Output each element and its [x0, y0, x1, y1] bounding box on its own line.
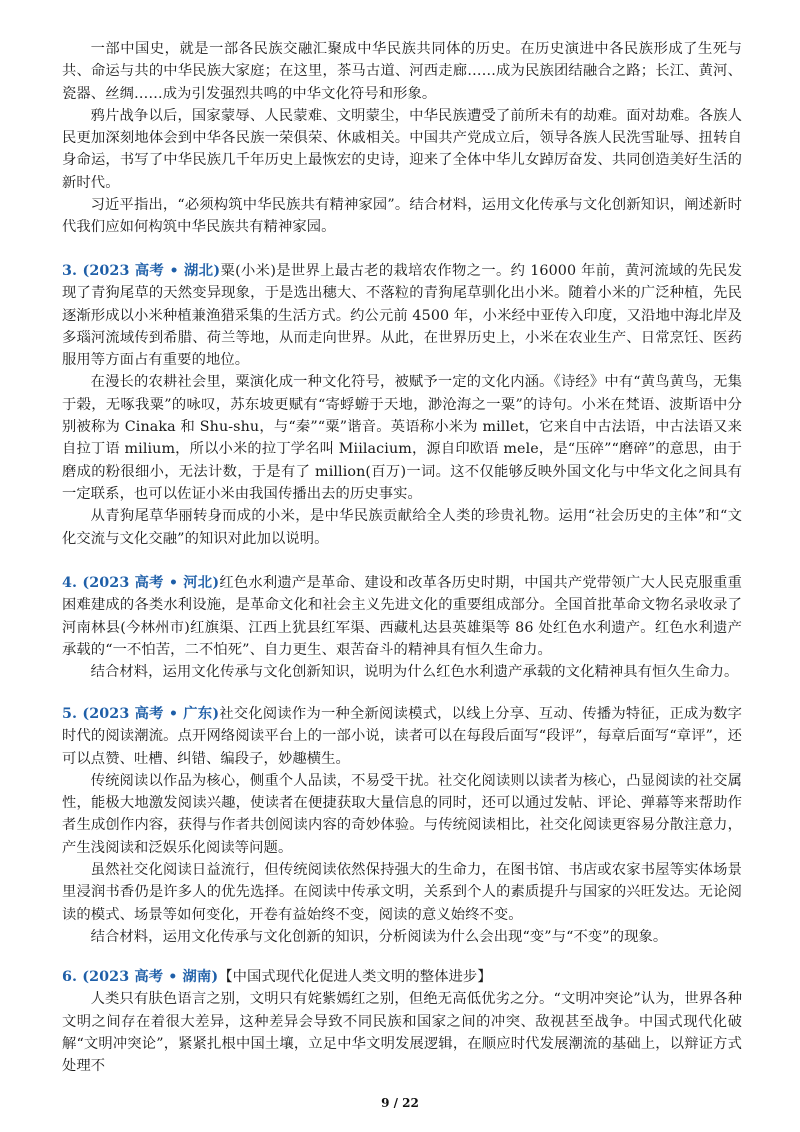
- paragraph: 结合材料，运用文化传承与文化创新的知识，分析阅读为什么会出现“变”与“不变”的现象。: [90, 928, 668, 945]
- paragraph: 在漫长的农耕社会里，粟演化成一种文化符号，被赋予一定的文化内涵。《诗经》中有“黄鸟黄鸟，无集于榖，无啄我粟”的咏叹，苏东坡更赋有“寄蜉蝣于天地，渺沧海之一粟”的诗句。小米在梵语、波斯语中分别被称为 Cinaka 和 Shu-shu，与“秦”“粟”谐音。英语称小米为 millet，它来自中古法语，中古法语又来自拉丁语 milium，所以小米的拉丁学名叫 Miilacium，源自印欧语 mele，是“压碎”“磨碎”的意思，由于磨成的粉很细小，无法计数，于是有了 million(百万)一词。这不仅能够反映外国文化与中华文化之间具有一定联系，也可以佐证小米由我国传播出去的历史事实。: [62, 374, 742, 502]
- paragraph: 从青狗尾草华丽转身而成的小米，是中华民族贡献给全人类的珍贵礼物。运用“社会历史的主体”和“文化交流与文化交融”的知识对此加以说明。: [62, 508, 742, 547]
- question-lead-paragraph: [62, 260, 742, 371]
- question-4: [62, 572, 742, 683]
- page-number: 9 / 22: [381, 1096, 419, 1110]
- question-lead-paragraph: [62, 703, 742, 770]
- question-header: 3. (2023 高考 • 湖北): [62, 263, 221, 279]
- paragraph: 人类只有肤色语言之别，文明只有姹紫嫣红之别，但绝无高低优劣之分。“文明冲突论”认为，世界各种文明之间存在着很大差异，这种差异会导致不同民族和国家之间的冲突、敌视甚至战争。中国式现代化破解“文明冲突论”，紧紧扎根中国土壤，立足中华文明发展逻辑，在顺应时代发展潮流的基础上，以辩证方式处理不: [62, 991, 742, 1075]
- paragraph: 虽然社交化阅读日益流行，但传统阅读依然保持强大的生命力，在图书馆、书店或农家书屋等实体场景里浸润书香仍是许多人的优先选择。在阅读中传承文明，关系到个人的素质提升与国家的兴旺发达。无论阅读的模式、场景等如何变化，开卷有益始终不变，阅读的意义始终不变。: [62, 862, 742, 923]
- question-6: [62, 966, 742, 1077]
- paragraph: 一部中国史，就是一部各民族交融汇聚成中华民族共同体的历史。在历史演进中各民族形成了生死与共、命运与共的中华民族大家庭；在这里，茶马古道、河西走廊……成为民族团结融合之路；长江、黄河、瓷器、丝绸……成为引发强烈共鸣的中华文化符号和形象。: [62, 41, 742, 102]
- intro-section: [62, 38, 742, 239]
- question-header: 4. (2023 高考 • 河北): [62, 575, 220, 591]
- question-lead-text: 粟(小米)是世界上最古老的栽培农作物之一。约 16000 年前，黄河流域的先民发现了青狗尾草的天然变异现象，于是选出穗大、不落粒的青狗尾草驯化出小米。随着小米的广泛种植，先民逐渐形成以小米种植兼渔猎采集的生活方式。约公元前 4500 年，小米经中亚传入印度，又沿地中海北岸及多瑙河流域传到希腊、荷兰等地，从而走向世界。从此，在世界历史上，小米在农业生产、日常烹饪、医药服用等方面占有重要的地位。: [62, 263, 742, 369]
- paragraph: 习近平指出，“必须构筑中华民族共有精神家园”。结合材料，运用文化传承与文化创新知识，阐述新时代我们应如何构筑中华民族共有精神家园。: [62, 197, 742, 236]
- question-lead-text: 【中国式现代化促进人类文明的整体进步】: [218, 969, 492, 985]
- question-header: 6. (2023 高考 • 湖南): [62, 969, 219, 985]
- question-5: [62, 703, 742, 948]
- paragraph: 结合材料，运用文化传承与文化创新知识，说明为什么红色水利遗产承载的文化精神具有恒久生命力。: [90, 664, 739, 681]
- question-3: [62, 260, 742, 550]
- question-lead-paragraph: [62, 966, 742, 988]
- question-lead-text: 红色水利遗产是革命、建设和改革各历史时期，中国共产党带领广大人民克服重重困难建成的各类水利设施，是革命文化和社会主义先进文化的重要组成部分。全国首批革命文物名录收录了河南林县(今林州市)红旗渠、江西上犹县红军渠、西藏札达县英雄渠等 86 处红色水利遗产。红色水利遗产承载的“一不怕苦，二不怕死”、自力更生、艰苦奋斗的精神具有恒久生命力。: [62, 575, 742, 658]
- question-header: 5. (2023 高考 • 广东): [62, 706, 220, 722]
- question-lead-text: 社交化阅读作为一种全新阅读模式，以线上分享、互动、传播为特征，正成为数字时代的阅读潮流。点开网络阅读平台上的一部小说，读者可以在每段后面写“段评”，每章后面写“章评”，还可以点赞、吐槽、纠错、编段子，妙趣横生。: [62, 706, 742, 767]
- paragraph: 传统阅读以作品为核心，侧重个人品读，不易受干扰。社交化阅读则以读者为核心，凸显阅读的社交属性，能极大地激发阅读兴趣，使读者在便捷获取大量信息的同时，还可以通过发帖、评论、弹幕等来帮助作者生成创作内容，获得与作者共创阅读内容的奇妙体验。与传统阅读相比，社交化阅读更容易分散注意力，产生浅阅读和泛娱乐化阅读等问题。: [62, 772, 742, 856]
- paragraph: 鸦片战争以后，国家蒙辱、人民蒙难、文明蒙尘，中华民族遭受了前所未有的劫难。面对劫难。各族人民更加深刻地体会到中华各民族一荣俱荣、休戚相关。中国共产党成立后，领导各族人民洗雪耻辱、扭转自身命运，书写了中华民族几千年历史上最恢宏的史诗，迎来了全体中华儿女踔厉奋发、共同创造美好生活的新时代。: [62, 107, 742, 191]
- question-lead-paragraph: [62, 572, 742, 661]
